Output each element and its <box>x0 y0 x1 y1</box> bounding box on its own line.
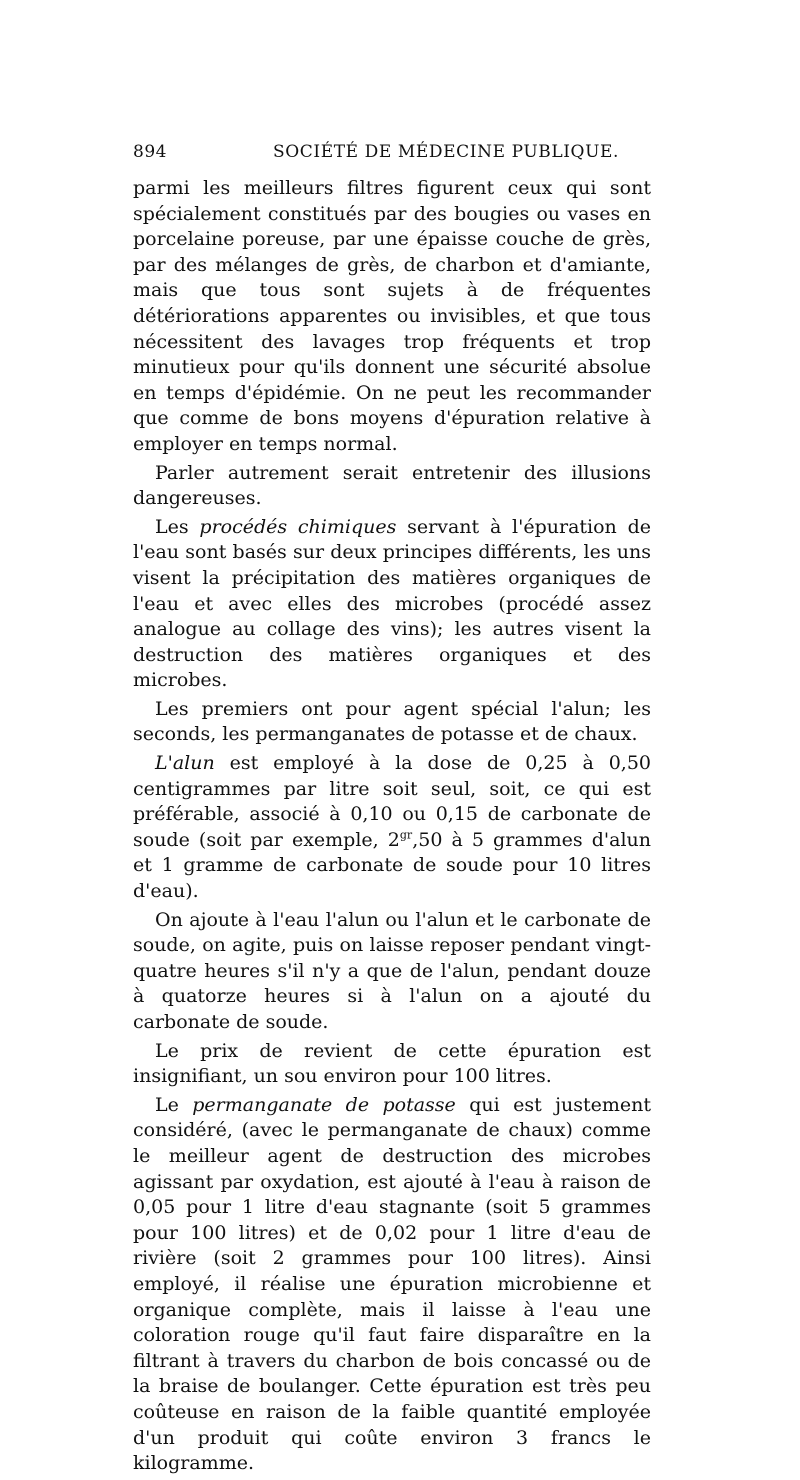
unit-superscript-gr: gr <box>399 828 413 842</box>
emphasis-alun: L'alun <box>155 752 215 775</box>
paragraph-filters: parmi les meilleurs filtres figurent ceux qui sont spécialement constitués par des bougies ou vases en porcelaine poreuse, par une épaisse couche de grès, par des mélanges de grès, de charbon et d'amiante, mais que tous sont sujets à de fréquentes détériorations apparentes ou invisibles, et que tous nécessitent des lavages trop fréquents et trop minutieux pour qu'ils donnent une sécurité absolue en temps d'épidémie. On ne peut les recommander que comme de bons moyens d'épuration relative à employer en temps normal. <box>133 177 651 455</box>
paragraph-permanganate-post: qui est justement considéré, (avec le permanganate de chaux) comme le meilleur agent de destruction des microbes agissant par oxydation, est ajouté à l'eau à raison de 0,05 pour 1 litre d'eau stagnante (soit 5 grammes pour 100 litres) et de 0,02 pour 1 litre d'eau de rivière (soit 2 grammes pour 100 litres). Ainsi employé, il réalise une épuration microbienne et organique complète, mais il laisse à l'eau une coloration rouge qu'il faut faire disparaître en la filtrant à travers du charbon de bois concassé ou de la braise de boulanger. Cette épuration est très peu coûteuse en raison de la faible quantité employée d'un produit qui coûte environ 3 francs le kilogramme. <box>133 1093 651 1475</box>
page-number: 894 <box>133 142 167 162</box>
page-header <box>133 140 653 168</box>
body-text <box>133 176 651 1480</box>
paragraph-chemical-processes-post: servant à l'épuration de l'eau sont basés sur deux principes différents, les uns visent la précipitation des matières organiques de l'eau et avec elles des microbes (procédé assez analogue au collage des vins); les autres visent la destruction des matières organiques et des microbes. <box>133 515 651 692</box>
running-title: SOCIÉTÉ DE MÉDECINE PUBLIQUE. <box>273 142 620 162</box>
paragraph-permanganate <box>133 1093 651 1477</box>
emphasis-permanganate-de-potasse: permanganate de potasse <box>192 1093 456 1116</box>
paragraph-agents: Les premiers ont pour agent spécial l'alun; les seconds, les permanganates de potasse et de chaux. <box>133 697 651 746</box>
emphasis-procedes-chimiques: procédés chimiques <box>199 515 397 538</box>
paragraph-permanganate-pre: Le <box>155 1093 193 1116</box>
paragraph-chemical-processes <box>133 515 651 694</box>
paragraph-alun-post: ,50 à 5 grammes d'alun et 1 gramme de carbonate de soude pour 10 litres d'eau). <box>133 828 651 903</box>
paragraph-chemical-processes-pre: Les <box>155 515 200 538</box>
paragraph-procedure: On ajoute à l'eau l'alun ou l'alun et le carbonate de soude, on agite, puis on laisse reposer pendant vingt-quatre heures s'il n'y a que de l'alun, pendant douze à quatorze heures si à l'alun on a ajouté du carbonate de soude. <box>133 908 651 1033</box>
paragraph-illusions: Parler autrement serait entretenir des illusions dangereuses. <box>133 461 651 510</box>
paragraph-alun-body: est employé à la dose de 0,25 à 0,50 centigrammes par litre soit seul, soit, ce qui est préférable, associé à 0,10 ou 0,15 de carbonate de soude (soit par exemple, 2 <box>133 752 651 851</box>
paragraph-alun <box>133 751 651 905</box>
paragraph-cost: Le prix de revient de cette épuration est insignifiant, un sou environ pour 100 litres. <box>133 1039 651 1088</box>
